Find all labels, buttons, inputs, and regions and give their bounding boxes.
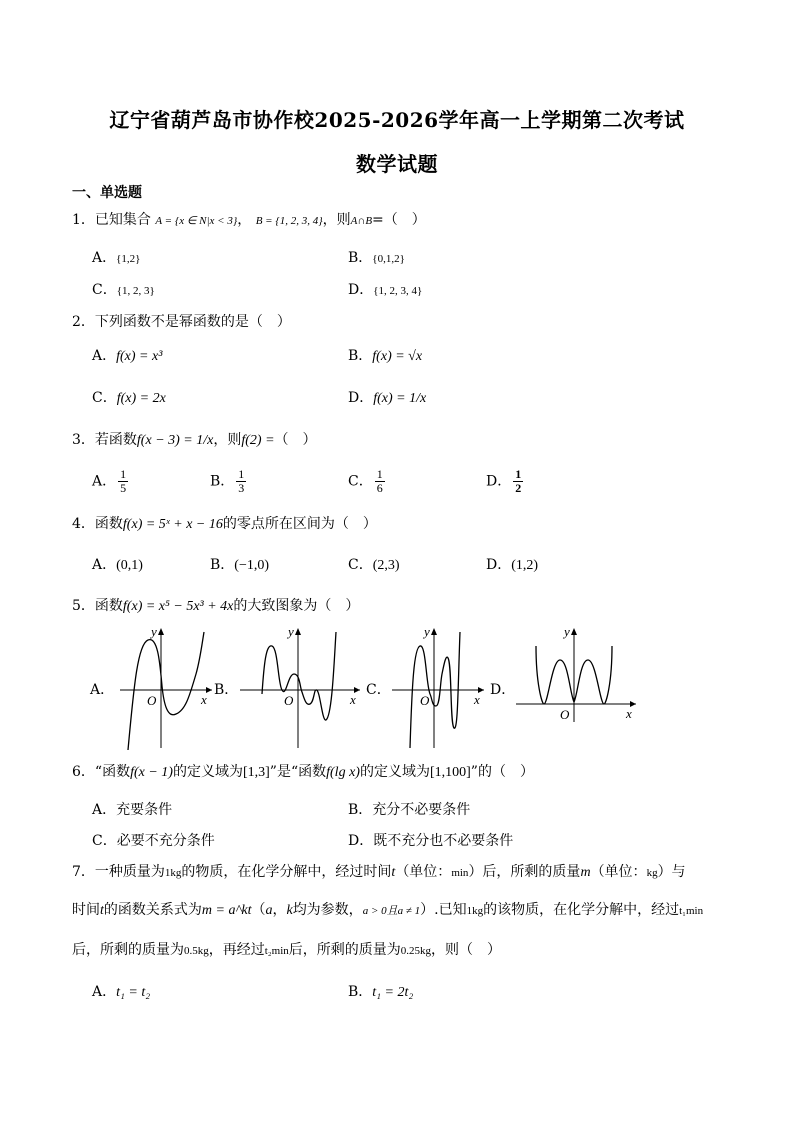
q1-option-c[interactable]: C．{1, 2, 3}: [92, 282, 155, 298]
graph-a-origin: O: [147, 693, 157, 708]
graph-c-y-label: y: [424, 624, 430, 639]
q3-expr: f(x − 3) = 1/x: [136, 433, 214, 448]
graph-a-x-label: x: [201, 692, 207, 707]
exam-subtitle: 数学试题: [356, 152, 438, 176]
q7-option-b[interactable]: B．t₁ = 2t₂: [348, 984, 414, 1000]
q1-option-b[interactable]: B．{0,1,2}: [348, 250, 405, 266]
graph-b[interactable]: [236, 624, 366, 750]
graph-d[interactable]: [514, 624, 640, 724]
graph-d-x-label: x: [626, 706, 632, 721]
question-1: 1．已知集合 A = {x ∈ N|x < 3}， B = {1, 2, 3, 4}，则A∩B=（ ）: [72, 212, 426, 228]
q2-option-d[interactable]: D．f(x) = 1/x: [348, 390, 427, 406]
graph-d-y-label: y: [564, 624, 570, 639]
graph-c-origin: O: [420, 693, 430, 708]
q2-option-c[interactable]: C．f(x) = 2x: [92, 390, 166, 406]
q4-option-c[interactable]: C．(2,3): [348, 557, 400, 573]
q7-option-a[interactable]: A．t₁ = t₂: [92, 984, 151, 1000]
question-7-line-3: 后，所剩的质量为0.5kg，再经过t₂min后，所剩的质量为0.25kg，则（ ）: [72, 942, 502, 958]
question-5: 5．函数f(x) = x⁵ − 5x³ + 4x的大致图象为（ ）: [72, 598, 360, 614]
set-b-expr: B = {1, 2, 3, 4}: [255, 215, 323, 227]
question-3: 3．若函数f(x − 3) = 1/x，则f(2) =（ ）: [72, 432, 317, 448]
section-heading: 一、单选题: [72, 185, 142, 201]
q6-option-d[interactable]: D．既不充分也不必要条件: [348, 833, 514, 849]
question-7-line-1: 7．一种质量为1kg的物质，在化学分解中，经过时间t（单位：min）后，所剩的质量m（单位：kg）与: [72, 864, 686, 880]
q1-option-a[interactable]: A．{1,2}: [92, 250, 141, 266]
graph-b-origin: O: [284, 693, 294, 708]
q5-expr: f(x) = x⁵ − 5x³ + 4x: [122, 599, 234, 614]
graph-c[interactable]: [388, 624, 488, 750]
q4-option-b[interactable]: B．(−1,0): [210, 557, 270, 573]
question-6: 6．“函数f(x − 1)的定义域为[1,3]”是“函数f(lg x)的定义域为[1,100]”的（ ）: [72, 764, 534, 780]
q6-option-b[interactable]: B．充分不必要条件: [348, 802, 471, 818]
question-7-line-2: 时间t的函数关系式为m = a^kt（a，k均为参数，a > 0且a ≠ 1）.已知1kg的该物质，在化学分解中，经过t₁min: [72, 902, 704, 918]
q2-option-b[interactable]: B．f(x) = √x: [348, 348, 423, 364]
q4-option-a[interactable]: A．(0,1): [92, 557, 143, 573]
q2-option-a[interactable]: A．f(x) = x³: [92, 348, 163, 364]
graph-a[interactable]: [116, 624, 216, 750]
q6-option-c[interactable]: C．必要不充分条件: [92, 833, 215, 849]
graph-b-x-label: x: [350, 692, 356, 707]
q5-option-d[interactable]: D．: [490, 682, 516, 698]
set-a-expr: A = {x ∈ N|x < 3}: [155, 215, 238, 227]
q4-expr: f(x) = 5ˣ + x − 16: [122, 517, 223, 532]
q5-option-b[interactable]: B．: [214, 682, 239, 698]
q5-option-a[interactable]: A．: [90, 682, 115, 698]
question-4: 4．函数f(x) = 5ˣ + x − 16的零点所在区间为（ ）: [72, 516, 377, 532]
graph-b-y-label: y: [288, 624, 294, 639]
exam-title: 辽宁省葫芦岛市协作校2025-2026学年高一上学期第二次考试: [109, 108, 685, 132]
q3-option-b[interactable]: B． $\frac{1}{3}$: [210, 467, 245, 495]
q4-option-d[interactable]: D．(1,2): [486, 557, 539, 573]
q3-option-a[interactable]: A． $\frac{1}{5}$: [92, 467, 127, 495]
q3-option-c[interactable]: C． $\frac{1}{6}$: [348, 467, 383, 495]
q1-option-d[interactable]: D．{1, 2, 3, 4}: [348, 282, 423, 298]
graph-d-origin: O: [560, 707, 570, 722]
question-2: 2．下列函数不是幂函数的是（ ）: [72, 314, 291, 330]
q6-option-a[interactable]: A．充要条件: [92, 802, 173, 818]
q5-option-c[interactable]: C．: [366, 682, 391, 698]
graph-c-x-label: x: [474, 692, 480, 707]
graph-a-y-label: y: [151, 624, 157, 639]
q3-option-d[interactable]: D． $\frac{1}{2}$: [486, 467, 522, 495]
